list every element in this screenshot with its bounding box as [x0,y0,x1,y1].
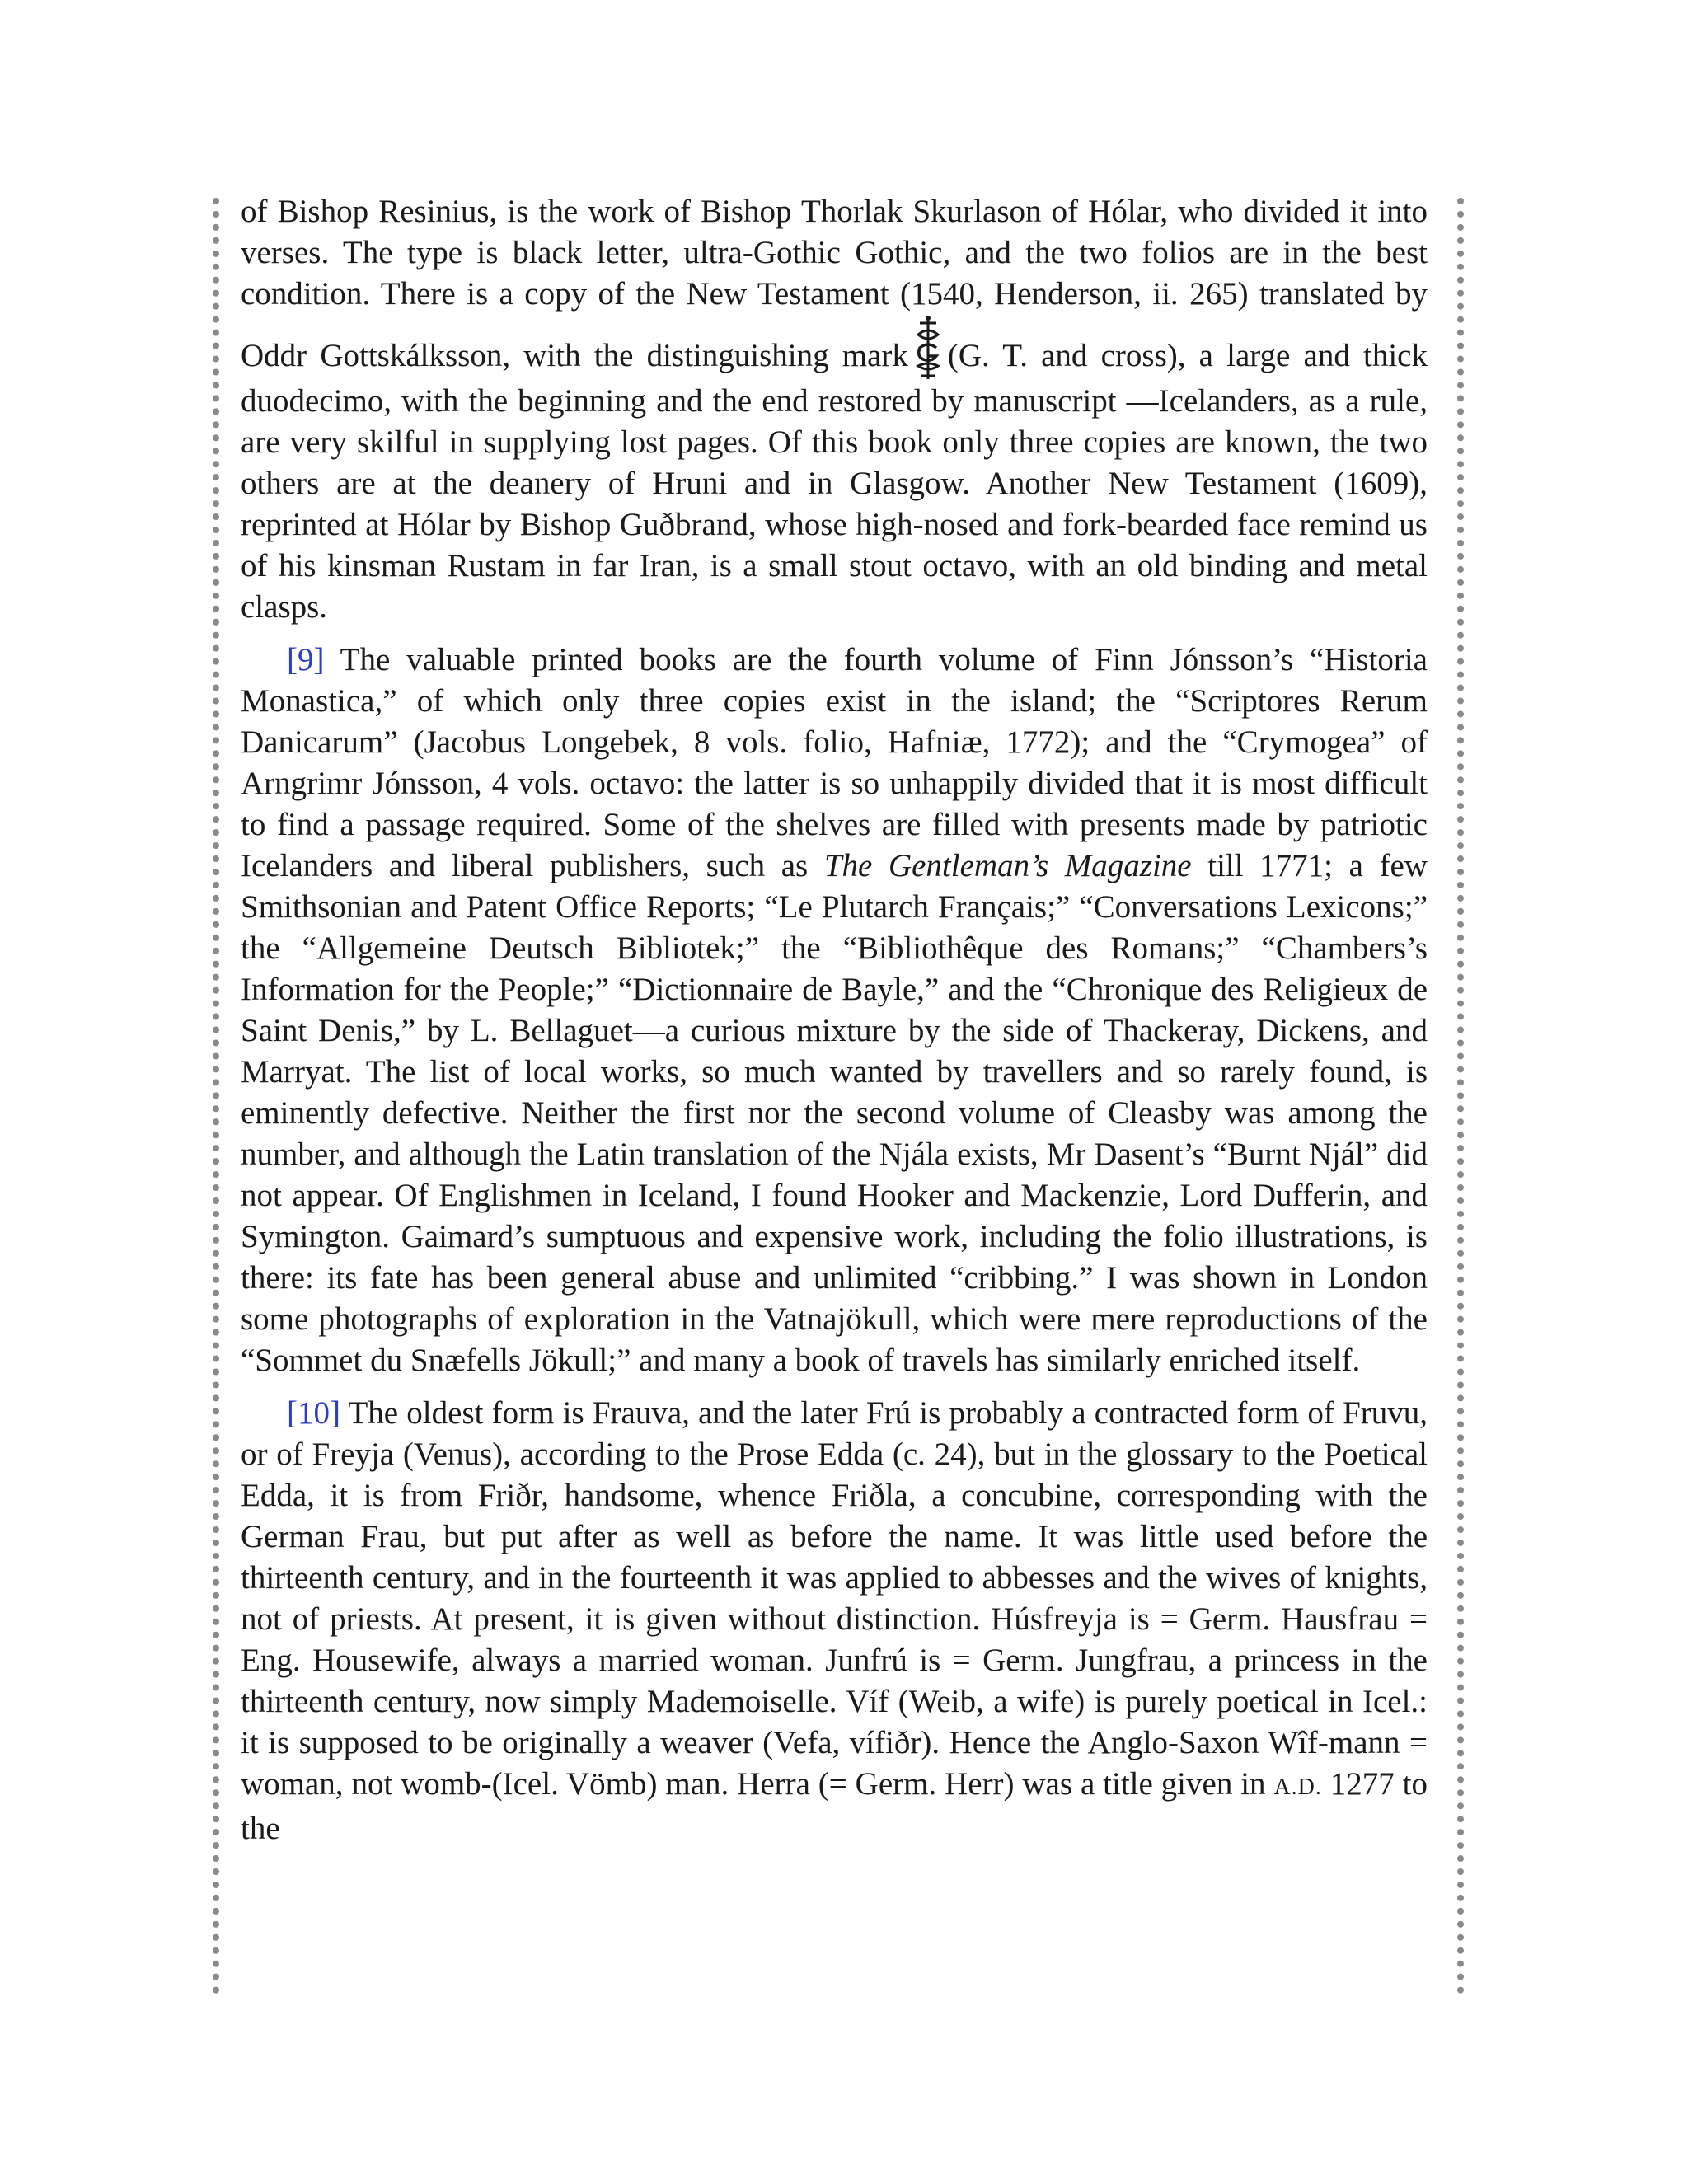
paragraph-note-9 [241,640,1428,1381]
page-text [241,191,1428,1861]
paragraph-text: till 1771; a few Smithsonian and Patent Office Reports; “Le Plutarch Français;” “Conversations Lexicons;” the “Allgemeine Deutsch Bibliotek;” the “Bibliothêque des Romans;” “Chambers’s Information for the People;” “Dictionnaire de Bayle,” and the “Chronique des Religieux de Saint Denis,” by L. Bellaguet—a curious mixture by the side of Thackeray, Dickens, and Marryat. The list of local works, so much wanted by travellers and so rarely found, is eminently defective. Neither the first nor the second volume of Cleasby was among the number, and although the Latin translation of the Njála exists, Mr Dasent’s “Burnt Njál” did not appear. Of Englishmen in Iceland, I found Hooker and Mackenzie, Lord Dufferin, and Symington. Gaimard’s sumptuous and expensive work, including the folio illustrations, is there: its fate has been general abuse and unlimited “cribbing.” I was shown in London some photographs of exploration in the Vatnajökull, which were mere reproductions of the “Sommet du Snæfells Jökull;” and many a book of travels has similarly enriched itself. [241,848,1428,1378]
note-ref-9[interactable]: [9] [287,642,325,677]
gt-cross-mark-icon [912,315,945,381]
paragraph-text: The valuable printed books are the fourth volume of Finn Jónsson’s “Historia Monastica,” of which only three copies exist in the island; the “Scriptores Rerum Danicarum” (Jacobus Longebek, 8 vols. folio, Hafniæ, 1772); and the “Crymogea” of Arngrimr Jónsson, 4 vols. octavo: the latter is so unhappily divided that it is most difficult to find a passage required. Some of the shelves are filled with presents made by patriotic Icelanders and liberal publishers, such as [241,642,1428,883]
smallcaps-era: A.D. [1273,1774,1322,1800]
paragraph-text: of Bishop Resinius, is the work of Bishop Thorlak Skurlason of Hólar, who divided it into verses. The type is black letter, ultra-Gothic Gothic, and the two folios are in the best condition. There is a copy of the New Testament (1540, Henderson, ii. 265) translated by Oddr Gottskálksson, with the distinguishing mark [241,194,1428,373]
paragraph-note-10 [241,1393,1428,1849]
paragraph-text: The oldest form is Frauva, and the later Frú is probably a contracted form of Fruvu, or of Freyja (Venus), according to the Prose Edda (c. 24), but in the glossary to the Poetical Edda, it is from Friðr, handsome, whence Friðla, a concubine, corresponding with the German Frau, but put after as well as before the name. It was little used before the thirteenth century, and in the fourteenth it was applied to abbesses and the wives of knights, not of priests. At present, it is given without distinction. Húsfreyja is = Germ. Hausfrau = Eng. Housewife, always a married woman. Junfrú is = Germ. Jungfrau, a princess in the thirteenth century, now simply Mademoiselle. Víf (Weib, a wife) is purely poetical in Icel.: it is supposed to be originally a weaver (Vefa, vífiðr). Hence the Anglo-Saxon Wîf-mann = woman, not womb-(Icel. Vömb) man. Herra (= Germ. Herr) was a title given in [241,1395,1428,1802]
italic-title: The Gentleman’s Magazine [823,848,1192,883]
right-dotted-rule [1457,198,1464,1994]
paragraph-continuation [241,191,1428,628]
paragraph-text: 1277 to the [241,1766,1428,1846]
paragraph-text: (G. T. and cross), a large and thick duodecimo, with the beginning and the end restored by manuscript —Icelanders, as a rule, are very skilful in supplying lost pages. Of this book only three copies are known, the two others are at the deanery of Hruni and in Glasgow. Another New Testament (1609), reprinted at Hólar by Bishop Guðbrand, whose high-nosed and fork-bearded face remind us of his kinsman Rustam in far Iran, is a small stout octavo, with an old binding and metal clasps. [241,338,1428,625]
left-dotted-rule [213,198,219,1994]
note-ref-10[interactable]: [10] [287,1395,340,1431]
